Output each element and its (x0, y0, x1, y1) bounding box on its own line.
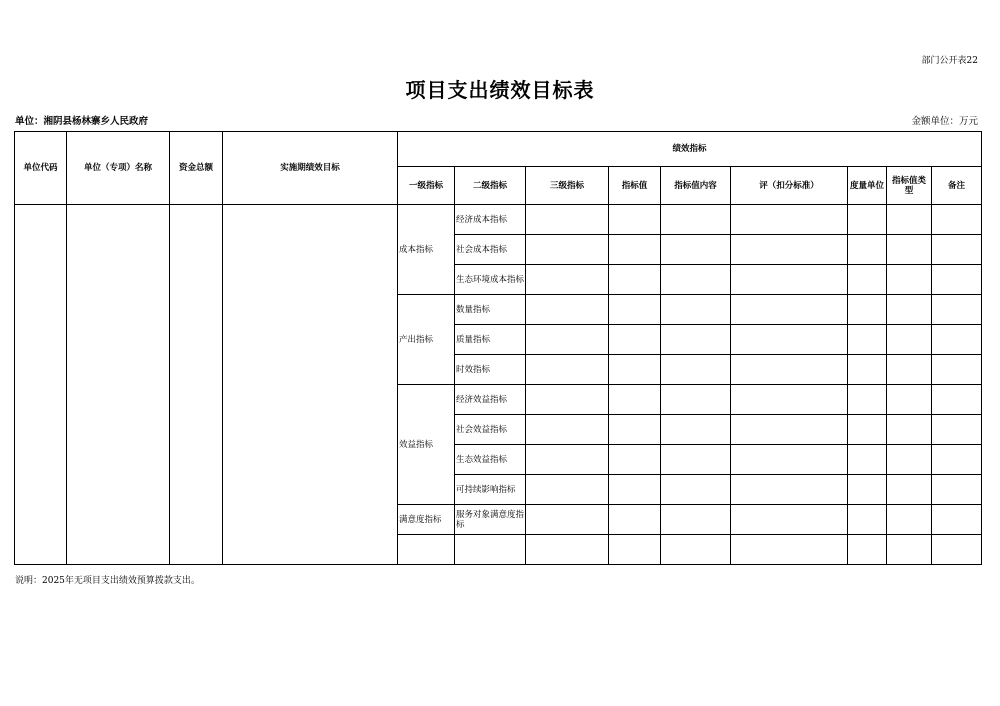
col-value-content: 指标值内容 (661, 167, 731, 205)
performance-goal-table (14, 131, 982, 565)
col-level1: 一级指标 (398, 167, 455, 205)
cell-unit-code (15, 205, 67, 565)
cell-unit-name (67, 205, 170, 565)
col-measure-unit: 度量单位 (848, 167, 887, 205)
level1-cell: 成本指标 (398, 205, 455, 295)
col-scoring: 评（扣分标准） (731, 167, 848, 205)
table-row (15, 205, 982, 235)
level2-cell: 质量指标 (455, 325, 526, 355)
page-title: 项目支出绩效目标表 (405, 78, 595, 102)
level2-cell: 数量指标 (455, 295, 526, 325)
level1-cell: 满意度指标 (398, 505, 455, 535)
level2-cell: 社会效益指标 (455, 415, 526, 445)
col-unit-code: 单位代码 (15, 132, 67, 205)
level2-cell: 生态效益指标 (455, 445, 526, 475)
footnote: 说明：2025年无项目支出绩效预算拨款支出。 (15, 576, 200, 586)
cell-goal (223, 205, 398, 565)
col-level2: 二级指标 (455, 167, 526, 205)
col-value-type: 指标值类型 (887, 167, 932, 205)
col-performance-indicators: 绩效指标 (398, 132, 982, 167)
col-unit-name: 单位（专项）名称 (67, 132, 170, 205)
unit-label: 单位：湘阴县杨林寨乡人民政府 (15, 116, 149, 127)
level2-cell: 生态环境成本指标 (455, 265, 526, 295)
level1-cell: 产出指标 (398, 295, 455, 385)
cell-total-funds (170, 205, 223, 565)
level1-cell: 效益指标 (398, 385, 455, 505)
level2-cell: 可持续影响指标 (455, 475, 526, 505)
level2-cell: 经济效益指标 (455, 385, 526, 415)
col-total-funds: 资金总额 (170, 132, 223, 205)
col-goal: 实施期绩效目标 (223, 132, 398, 205)
col-remark: 备注 (932, 167, 982, 205)
col-value: 指标值 (609, 167, 661, 205)
level2-cell: 时效指标 (455, 355, 526, 385)
form-number: 部门公开表22 (921, 56, 978, 66)
level2-cell: 服务对象满意度指标 (455, 505, 526, 535)
level2-cell: 社会成本指标 (455, 235, 526, 265)
col-level3: 三级指标 (526, 167, 609, 205)
amount-unit-label: 金额单位：万元 (911, 116, 978, 127)
level2-cell: 经济成本指标 (455, 205, 526, 235)
